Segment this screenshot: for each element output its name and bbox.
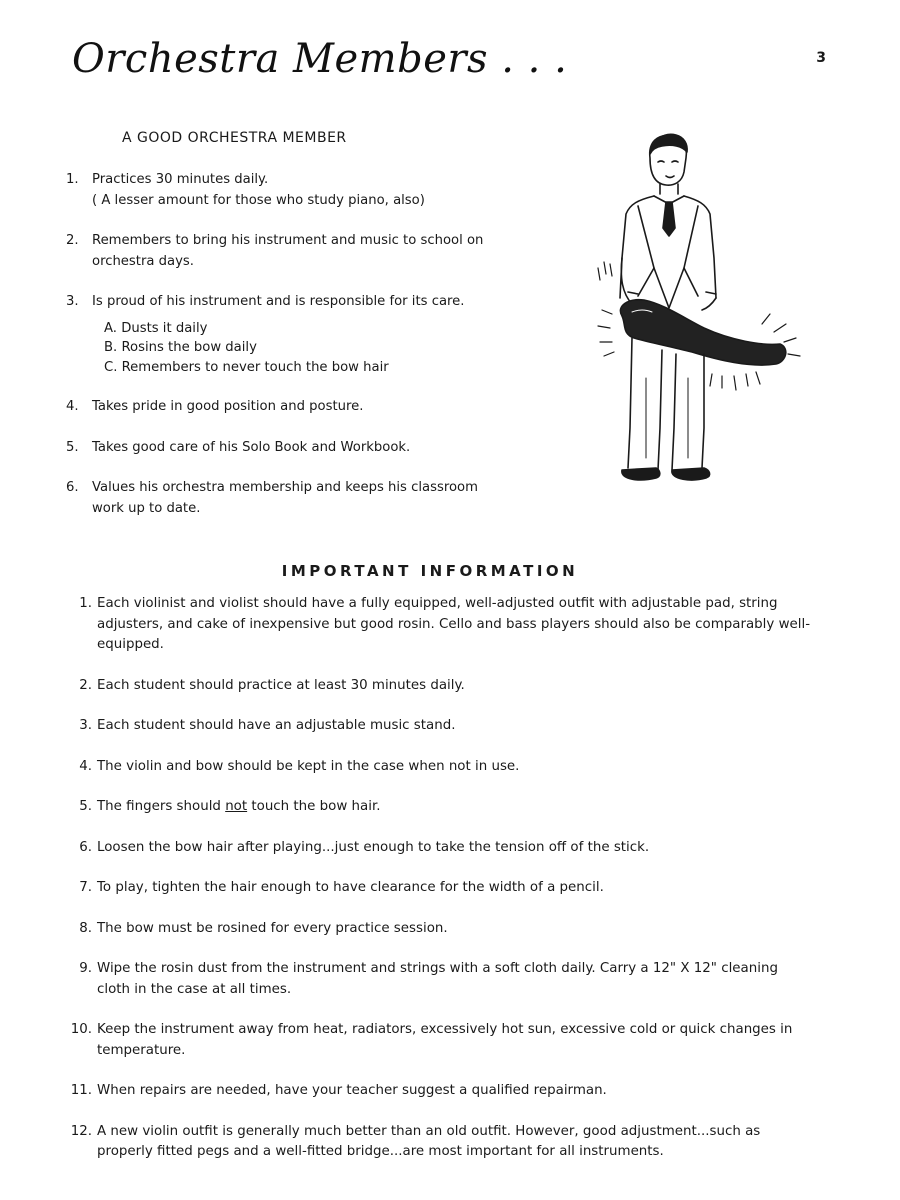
item-text: When repairs are needed, have your teacher suggest a qualified repairman. [97, 1083, 607, 1098]
item-number: 11. [70, 1083, 92, 1098]
sub-list-item [104, 338, 506, 358]
list-item [62, 716, 812, 737]
list-item [62, 919, 812, 940]
sub-list-item [104, 358, 506, 378]
sub-list [92, 319, 506, 378]
list-item [62, 959, 812, 1000]
item-text: Is proud of his instrument and is responsible for its care. [92, 294, 465, 309]
item-number: 5. [66, 439, 79, 455]
item-text: Remembers to bring his instrument and music to school on orchestra days. [92, 233, 484, 269]
list-item [66, 231, 506, 272]
item-text: Each student should practice at least 30 minutes daily. [97, 677, 465, 693]
emphasized-word: not [225, 799, 248, 814]
item-text: Values his orchestra membership and keeps his classroom work up to date. [92, 480, 478, 516]
item-text: Each student should have an adjustable music stand. [97, 718, 456, 733]
item-text: Practices 30 minutes daily. [92, 172, 269, 187]
sub-list-item [104, 319, 506, 339]
item-number: 8. [79, 920, 92, 936]
item-number: 10. [70, 1022, 92, 1037]
item-note: ( A lesser amount for those who study piano, also) [92, 192, 425, 208]
item-number: 9. [79, 961, 92, 976]
page-title: Orchestra Members . . . [72, 36, 568, 82]
item-number: 6. [79, 839, 92, 855]
list-item [66, 397, 506, 418]
item-text: To play, tighten the hair enough to have clearance for the width of a pencil. [97, 880, 604, 895]
item-text: Loosen the bow hair after playing...just enough to take the tension off of the stick. [97, 839, 650, 855]
info-list [62, 594, 812, 1183]
list-item [62, 676, 812, 697]
info-section-heading: IMPORTANT INFORMATION [281, 562, 579, 580]
item-number: 4. [79, 758, 92, 774]
item-number: 2. [66, 233, 79, 248]
item-text: Each violinist and violist should have a fully equipped, well-adjusted outfit with adjustable pad, string adjusters, and cake of inexpensive but good rosin. Cello and bass players should also be comparably well-equipped. [97, 596, 811, 652]
member-list [66, 170, 506, 519]
item-number: 3. [79, 718, 92, 733]
item-number: 7. [79, 880, 92, 895]
item-number: 5. [79, 799, 92, 814]
item-text: Wipe the rosin dust from the instrument and strings with a soft cloth daily. Carry a 12" X 12" cleaning cloth in the case at all times. [97, 961, 778, 997]
item-number: 2. [79, 677, 92, 693]
item-text: Takes good care of his Solo Book and Workbook. [92, 439, 411, 455]
sub-item-text: Rosins the bow daily [121, 340, 257, 355]
item-number: 3. [66, 294, 79, 309]
item-number: 1. [79, 596, 92, 611]
item-text: Takes pride in good position and posture. [92, 399, 364, 414]
item-text: Keep the instrument away from heat, radiators, excessively hot sun, excessive cold or quick changes in temperature. [97, 1022, 793, 1058]
list-item [62, 594, 812, 656]
list-item [66, 478, 506, 519]
sub-item-label: A. [104, 320, 117, 336]
page-number: 3 [816, 50, 826, 66]
item-number: 4. [66, 399, 79, 414]
list-item [66, 170, 506, 211]
item-text-start: The fingers should [97, 799, 226, 814]
member-section-heading: A GOOD ORCHESTRA MEMBER [122, 130, 347, 146]
sub-item-text: Remembers to never touch the bow hair [121, 359, 389, 375]
item-text: The bow must be rosined for every practice session. [97, 920, 448, 936]
item-text-end: touch the bow hair. [247, 799, 381, 814]
item-number: 1. [66, 172, 79, 187]
item-text: A new violin outfit is generally much better than an old outfit. However, good adjustment...such as properly fitted pegs and a well-fitted bridge...are most important for all instruments. [97, 1123, 761, 1159]
list-item [62, 1081, 812, 1102]
sub-item-label: C. [104, 359, 118, 375]
item-text: The violin and bow should be kept in the case when not in use. [97, 758, 520, 774]
list-item [62, 757, 812, 778]
sub-item-text: Dusts it daily [121, 320, 208, 336]
list-item [62, 1020, 812, 1061]
list-item [62, 797, 812, 818]
musician-illustration [592, 128, 812, 508]
list-item [62, 878, 812, 899]
list-item [66, 292, 506, 377]
list-item [66, 438, 506, 459]
sub-item-label: B. [104, 340, 118, 355]
item-number: 6. [66, 480, 79, 495]
item-number: 12. [70, 1123, 92, 1139]
list-item [62, 1122, 812, 1163]
list-item [62, 838, 812, 859]
